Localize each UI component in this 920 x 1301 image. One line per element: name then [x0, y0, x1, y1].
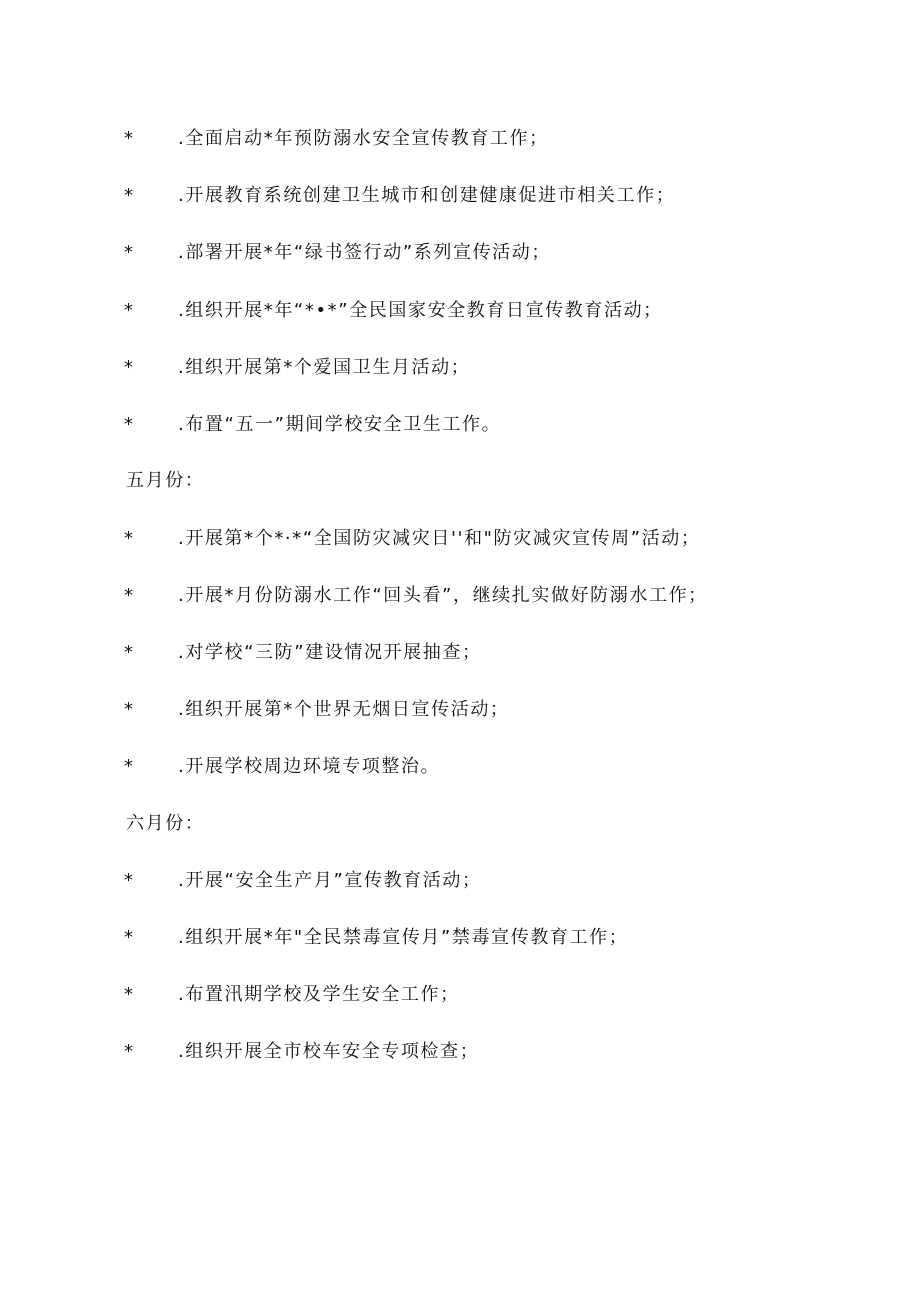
bullet-marker: *: [124, 984, 133, 1005]
list-item-text: .组织开展*年"全民禁毒宣传月”禁毒宣传教育工作；: [178, 927, 629, 948]
list-item-text: .布置汛期学校及学生安全工作；: [178, 984, 460, 1005]
bullet-marker: *: [124, 242, 133, 263]
list-item: [0, 576, 860, 616]
section-heading-june: [0, 804, 860, 844]
list-item: [0, 861, 860, 901]
list-item-text: .全面启动*年预防溺水安全宣传教育工作；: [178, 128, 549, 149]
list-item: [0, 975, 860, 1015]
bullet-marker: *: [124, 927, 133, 948]
section-heading-text: 六月份：: [126, 813, 205, 834]
list-item-text: .对学校“三防”建设情况开展抽查；: [178, 642, 482, 663]
list-item: [0, 690, 860, 730]
bullet-marker: *: [124, 756, 133, 777]
list-item: [0, 747, 860, 787]
list-item-text: .组织开展第*个世界无烟日宣传活动；: [178, 699, 510, 720]
list-item: [0, 519, 860, 559]
list-item-text: .开展学校周边环境专项整治。: [178, 756, 441, 777]
list-item: [0, 291, 860, 331]
section-heading-may: [0, 461, 860, 501]
bullet-marker: *: [124, 870, 133, 891]
list-item: [0, 233, 860, 273]
bullet-marker: *: [124, 128, 133, 149]
bullet-marker: *: [124, 300, 133, 321]
list-item: [0, 176, 860, 216]
section-heading-text: 五月份：: [126, 470, 205, 491]
list-item-text: .开展教育系统创建卫生城市和创建健康促进市相关工作；: [178, 185, 676, 206]
list-item-text: .组织开展*年“*•*”全民国家安全教育日宣传教育活动；: [178, 300, 663, 321]
bullet-marker: *: [124, 1041, 133, 1062]
list-item-text: .组织开展第*个爱国卫生月活动；: [178, 357, 471, 378]
list-item: [0, 405, 860, 445]
list-item-text: .组织开展全市校车安全专项检查；: [178, 1041, 480, 1062]
list-item-text: .开展*月份防溺水工作“回头看”，继续扎实做好防溺水工作；: [178, 585, 708, 606]
bullet-marker: *: [124, 699, 133, 720]
bullet-marker: *: [124, 357, 133, 378]
list-item: [0, 119, 860, 159]
list-item: [0, 348, 860, 388]
bullet-marker: *: [124, 642, 133, 663]
list-item: [0, 1032, 860, 1072]
bullet-marker: *: [124, 185, 133, 206]
bullet-marker: *: [124, 528, 133, 549]
list-item: [0, 633, 860, 673]
bullet-marker: *: [124, 585, 133, 606]
list-item-text: .开展第*个*·*“全国防灾减灾日''和"防灾减灾宣传周”活动；: [178, 528, 701, 549]
bullet-marker: *: [124, 414, 133, 435]
list-item-text: .布置“五一”期间学校安全卫生工作。: [178, 414, 502, 435]
list-item: [0, 918, 860, 958]
list-item-text: .部署开展*年“绿书签行动”系列宣传活动；: [178, 242, 551, 263]
list-item-text: .开展“安全生产月”宣传教育活动；: [178, 870, 482, 891]
